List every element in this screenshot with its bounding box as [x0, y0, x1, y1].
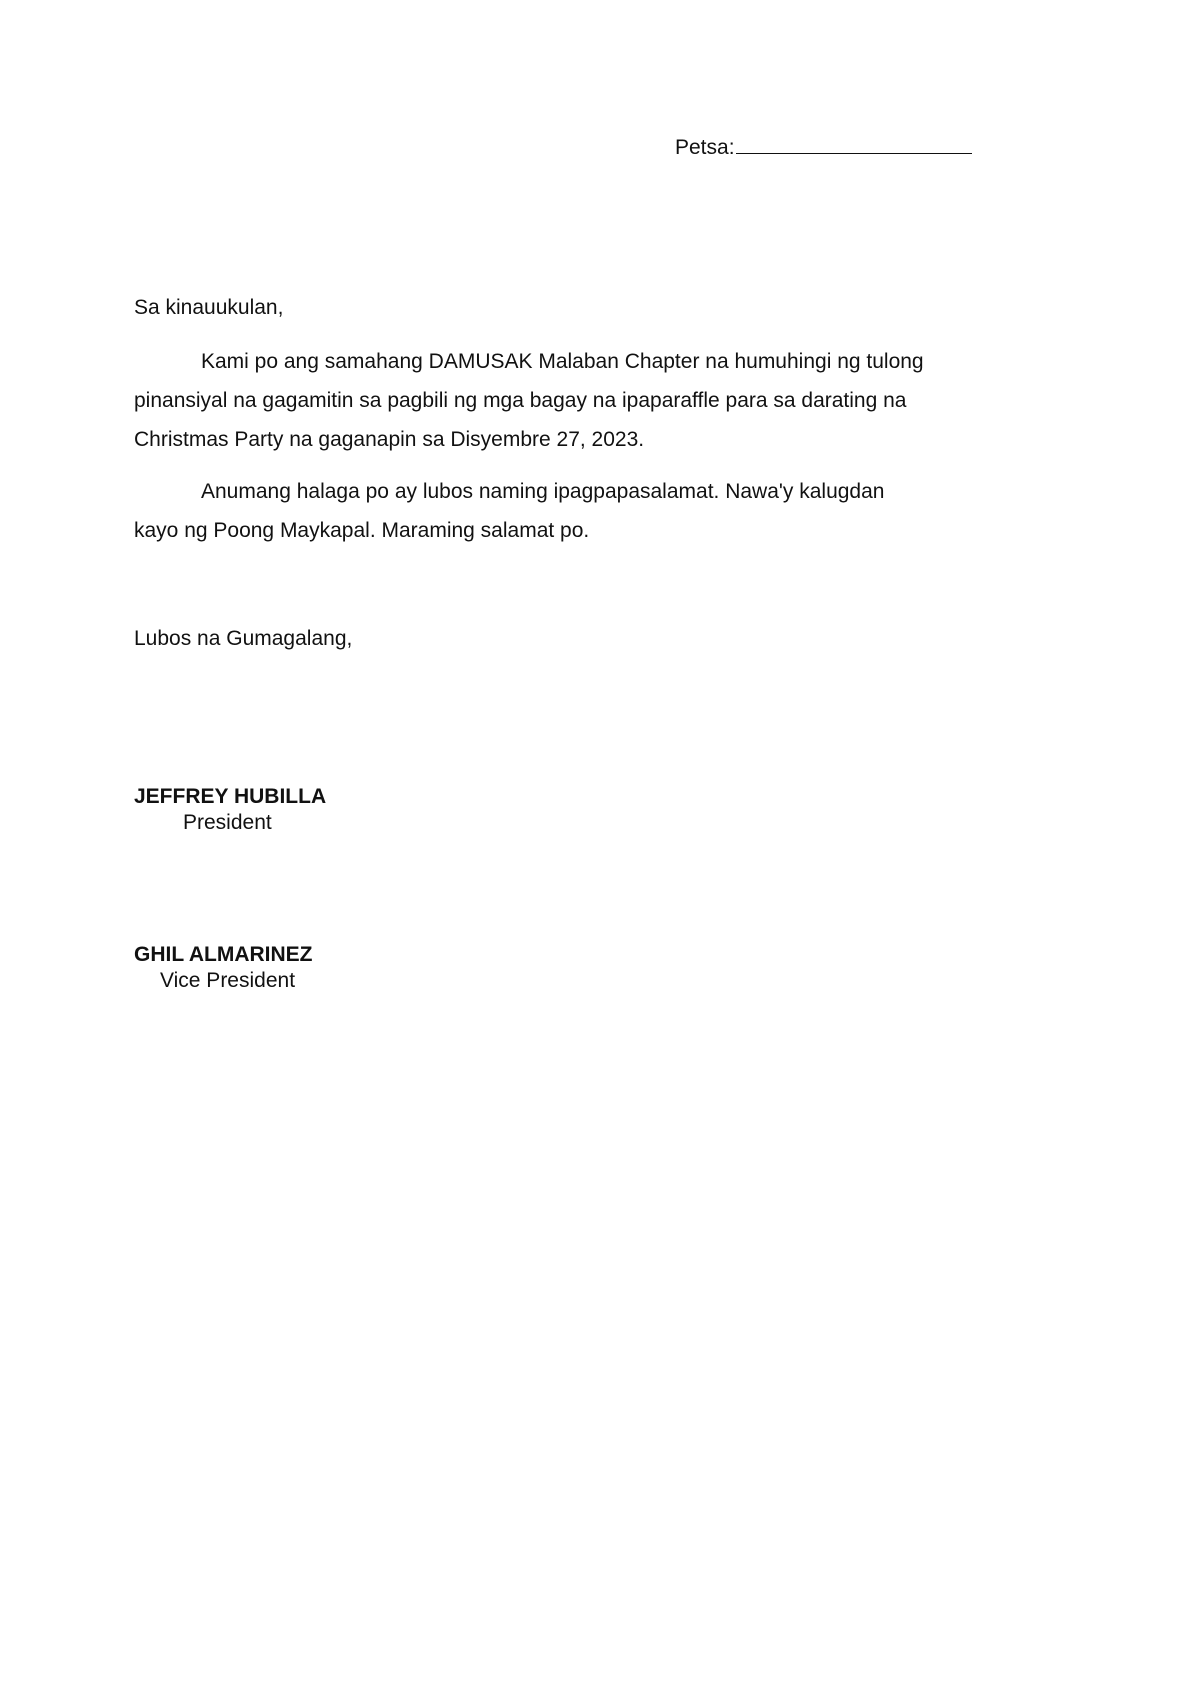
paragraph-line: Anumang halaga po ay lubos naming ipagpapasalamat. Nawa'y kalugdan: [201, 480, 885, 503]
signatory-title-vice-president: Vice President: [160, 969, 296, 992]
paragraph-line: pinansiyal na gagamitin sa pagbili ng mga bagay na ipaparaffle para sa darating na: [134, 389, 907, 412]
salutation: Sa kinauukulan,: [134, 296, 284, 319]
date-blank-line[interactable]: [736, 135, 972, 154]
signatory-title-president: President: [183, 811, 272, 834]
paragraph-line: Christmas Party na gaganapin sa Disyembre 27, 2023.: [134, 428, 645, 451]
paragraph-line: kayo ng Poong Maykapal. Maraming salamat po.: [134, 519, 590, 542]
date-field: [675, 135, 972, 161]
paragraph-line: Kami po ang samahang DAMUSAK Malaban Chapter na humuhingi ng tulong: [201, 350, 924, 373]
body-paragraph-2: [134, 472, 984, 550]
date-label: Petsa:: [675, 136, 735, 159]
signatory-name-president: JEFFREY HUBILLA: [134, 785, 327, 808]
signatory-name-vice-president: GHIL ALMARINEZ: [134, 943, 313, 966]
closing: Lubos na Gumagalang,: [134, 627, 353, 650]
body-paragraph-1: [134, 342, 984, 459]
